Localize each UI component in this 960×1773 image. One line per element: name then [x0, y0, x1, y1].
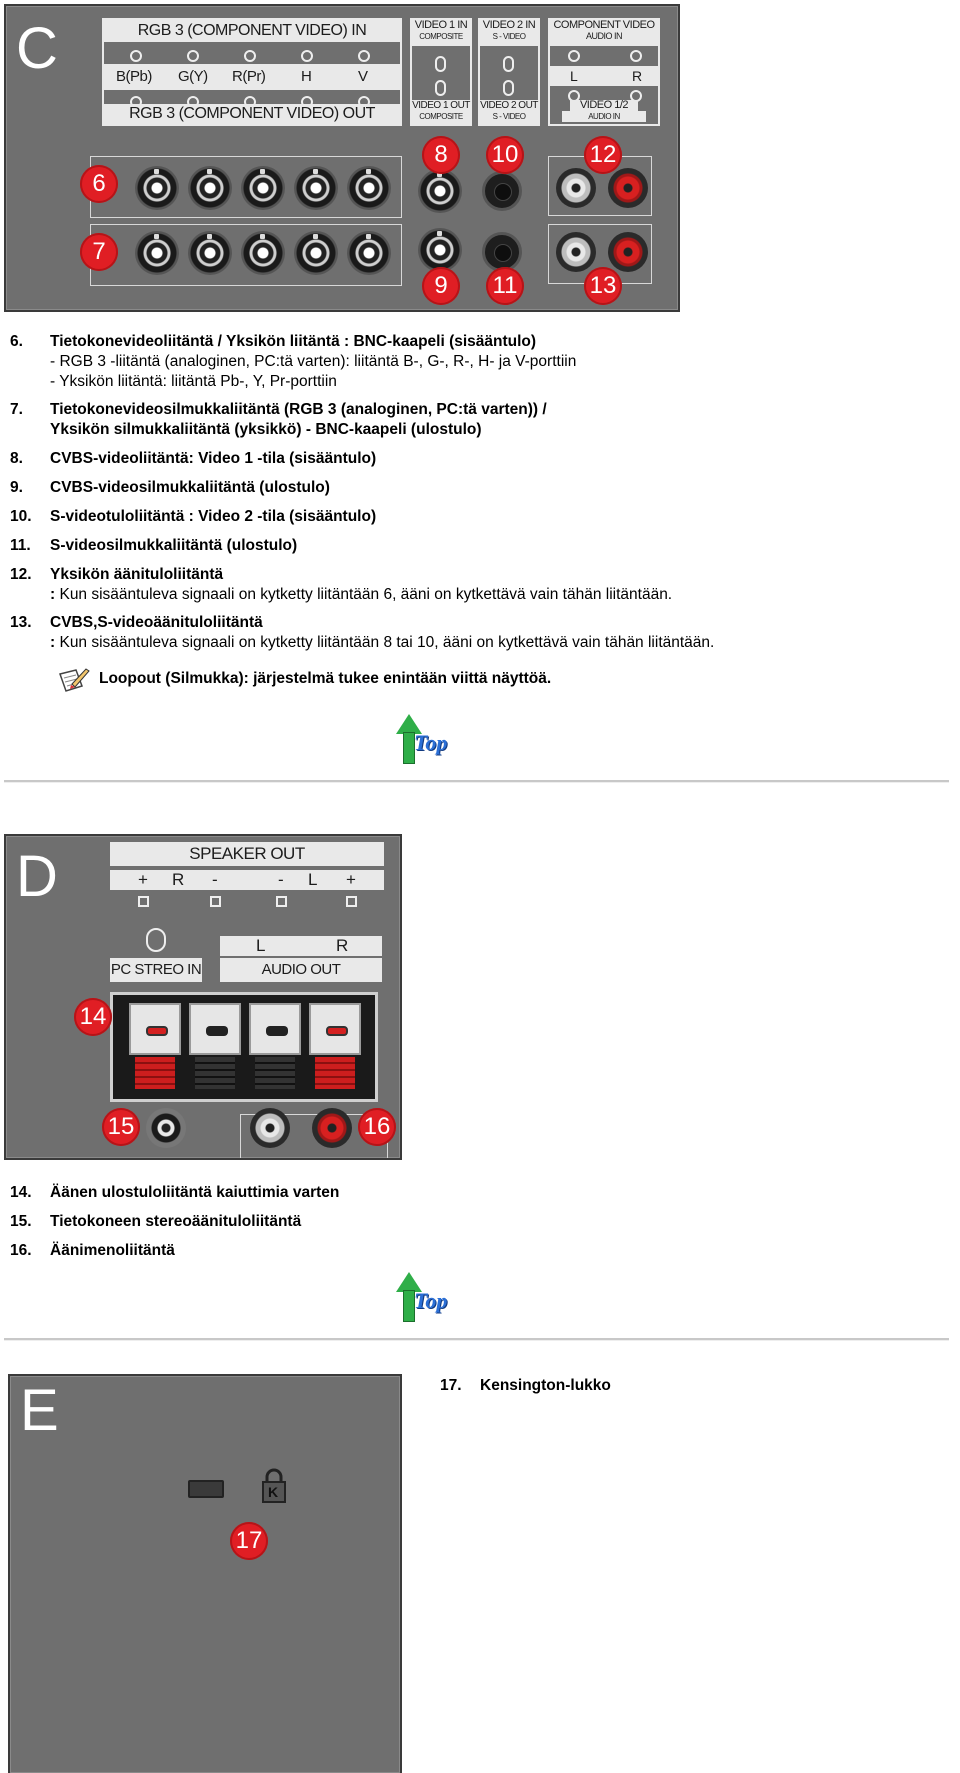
badge-17: 17 — [230, 1522, 268, 1560]
item-number: 13. — [10, 614, 32, 631]
badge-16: 16 — [358, 1108, 396, 1146]
item-title: Tietokoneen stereoäänituloliitäntä — [50, 1213, 302, 1230]
component-audio-text: COMPONENT VIDEO — [553, 19, 655, 31]
video12-audio-in-label — [550, 100, 658, 124]
audio-out-r-connector[interactable] — [312, 1108, 352, 1148]
item-colon: : — [50, 586, 56, 603]
component-audio-in-label — [550, 20, 658, 46]
divider — [4, 1338, 949, 1341]
terminal-slot — [146, 1026, 168, 1036]
badge-15: 15 — [102, 1108, 140, 1146]
bnc-out-r-connector[interactable] — [241, 231, 285, 275]
item-detail: Kun sisääntuleva signaali on kytketty liitäntään 6, ääni on kytkettävä vain tähän liitäntään. — [55, 586, 673, 603]
top-link[interactable] — [396, 1272, 460, 1324]
item-number: 12. — [10, 566, 32, 583]
channel-b: B(Pb) — [116, 68, 152, 85]
item-title: Äänen ulostuloliitäntä kaiuttimia varten — [50, 1184, 340, 1201]
item-detail: Yksikön silmukkaliitäntä (yksikkö) - BNC-kaapeli (ulostulo) — [50, 421, 482, 438]
component-audio-label-block — [548, 18, 660, 126]
badge-12: 12 — [584, 136, 622, 174]
svideo-out-connector[interactable] — [482, 232, 522, 272]
rgb-in-hole — [187, 50, 199, 62]
audio-out-l-connector[interactable] — [250, 1108, 290, 1148]
item-title: CVBS,S-videoäänituloliitäntä — [50, 614, 263, 631]
list-item-6-line2 — [50, 352, 576, 372]
pc-stereo-hole — [146, 928, 166, 952]
item-number: 7. — [10, 401, 23, 418]
terminal-clip — [195, 1057, 235, 1089]
audio-r-label: R — [632, 68, 642, 84]
terminal-clip — [315, 1057, 355, 1089]
rgb3-out-label: RGB 3 (COMPONENT VIDEO) OUT — [104, 104, 400, 124]
top-link[interactable] — [396, 714, 460, 766]
terminal-top — [309, 1003, 361, 1055]
audio-out-l-connector[interactable] — [556, 232, 596, 272]
speaker-terminal-l-minus[interactable] — [249, 1003, 301, 1093]
item-title: S-videotuloliitäntä : Video 2 -tila (sisääntulo) — [50, 508, 377, 525]
video2-out-label — [480, 100, 538, 124]
badge-7: 7 — [80, 233, 118, 271]
terminal-clip — [255, 1057, 295, 1089]
bnc-in-v-connector[interactable] — [347, 166, 391, 210]
badge-8: 8 — [422, 136, 460, 174]
terminal-slot — [206, 1026, 228, 1036]
video1-label-block — [410, 18, 472, 126]
item-title: CVBS-videoliitäntä: Video 1 -tila (sisääntulo) — [50, 450, 377, 467]
rgb-in-hole — [301, 50, 313, 62]
item-colon: : — [50, 634, 56, 651]
bnc-in-r-connector[interactable] — [241, 166, 285, 210]
item-title: S-videosilmukkaliitäntä (ulostulo) — [50, 537, 298, 554]
item-title: Tietokonevideosilmukkaliitäntä (RGB 3 (analoginen, PC:tä varten)) / — [50, 401, 547, 418]
cvbs-out-connector[interactable] — [418, 228, 462, 272]
audio-out-label-block — [220, 936, 384, 984]
panel-d — [4, 834, 402, 1160]
channel-r: R(Pr) — [232, 68, 266, 85]
video2-in-hole — [503, 56, 514, 72]
video2-in-label — [480, 20, 538, 46]
item-title: Kensington-lukko — [480, 1377, 611, 1394]
terminal-slot — [326, 1026, 348, 1036]
list-item-7-line2 — [50, 420, 482, 440]
speaker-sign: R — [172, 870, 184, 889]
video1-out-label — [412, 100, 470, 124]
speaker-terminal-block — [110, 992, 378, 1102]
speaker-terminal-r-minus[interactable] — [189, 1003, 241, 1093]
terminal-top — [129, 1003, 181, 1055]
audio-lr-labels — [550, 66, 658, 86]
audio-in-r-connector[interactable] — [608, 168, 648, 208]
speaker-sign: + — [346, 870, 356, 889]
video2-out-text: VIDEO 2 OUT — [480, 100, 538, 111]
audio-l-hole — [568, 50, 580, 62]
video12-audio-sub: AUDIO IN — [562, 111, 646, 122]
rgb3-in-label: RGB 3 (COMPONENT VIDEO) IN — [104, 20, 400, 42]
item-number: 16. — [10, 1242, 32, 1259]
bnc-out-v-connector[interactable] — [347, 231, 391, 275]
panel-c — [4, 4, 680, 312]
audio-out-lr — [220, 936, 382, 956]
item-number: 17. — [440, 1377, 462, 1394]
speaker-hole — [346, 896, 357, 907]
list-item-12-line2 — [50, 585, 672, 605]
video2-label-block — [478, 18, 540, 126]
item-detail: Kun sisääntuleva signaali on kytketty liitäntään 8 tai 10, ääni on kytkettävä vain tähän liitäntään. — [55, 634, 715, 651]
video2-in-text: VIDEO 2 IN — [482, 19, 536, 31]
item-number: 6. — [10, 333, 23, 350]
pc-stereo-in-connector[interactable] — [146, 1108, 186, 1148]
item-number: 11. — [10, 537, 31, 554]
badge-9: 9 — [422, 267, 460, 305]
divider — [4, 780, 949, 783]
list-item-6-line3 — [50, 372, 337, 392]
top-link-text: Top — [414, 1288, 448, 1313]
list-item-13-line2 — [50, 633, 714, 653]
bnc-in-h-connector[interactable] — [294, 166, 338, 210]
video12-audio-text: VIDEO 1/2 — [570, 100, 638, 111]
speaker-terminal-r-plus[interactable] — [129, 1003, 181, 1093]
video2-out-sub: S - VIDEO — [492, 112, 526, 121]
terminal-clip — [135, 1057, 175, 1089]
speaker-hole — [138, 896, 149, 907]
panel-letter: D — [16, 844, 58, 909]
speaker-out-label: SPEAKER OUT — [110, 842, 384, 866]
speaker-hole — [276, 896, 287, 907]
kensington-slot[interactable] — [188, 1480, 224, 1498]
video1-in-label — [412, 20, 470, 46]
video1-in-text: VIDEO 1 IN — [414, 19, 468, 31]
svideo-in-connector[interactable] — [482, 171, 522, 211]
note-icon — [58, 666, 90, 694]
speaker-sign: + — [138, 870, 148, 889]
item-detail: - RGB 3 -liitäntä (analoginen, PC:tä varten): liitäntä B-, G-, R-, H- ja V-porttiin — [50, 353, 577, 370]
audio-out-r-connector[interactable] — [608, 232, 648, 272]
terminal-top — [189, 1003, 241, 1055]
channel-v: V — [358, 68, 368, 85]
audio-r-hole — [630, 50, 642, 62]
video1-out-sub: COMPOSITE — [419, 112, 463, 121]
video2-out-hole — [503, 80, 514, 96]
bnc-out-h-connector[interactable] — [294, 231, 338, 275]
channel-g: G(Y) — [178, 68, 208, 85]
video1-in-hole — [435, 56, 446, 72]
item-title: Äänimenoliitäntä — [50, 1242, 175, 1259]
badge-11: 11 — [486, 267, 524, 305]
speaker-sign: - — [278, 870, 284, 889]
component-audio-sub: AUDIO IN — [585, 31, 622, 41]
item-title: Tietokonevideoliitäntä / Yksikön liitäntä : BNC-kaapeli (sisääntulo) — [50, 333, 537, 350]
rgb-in-hole — [358, 50, 370, 62]
speaker-out-label-block — [110, 842, 386, 908]
audio-l-label: L — [570, 68, 578, 84]
speaker-sign: L — [308, 870, 317, 889]
item-title: Yksikön äänituloliitäntä — [50, 566, 224, 583]
video1-out-hole — [435, 80, 446, 96]
audio-out-l: L — [256, 936, 265, 955]
terminal-top — [249, 1003, 301, 1055]
terminal-slot — [266, 1026, 288, 1036]
badge-6: 6 — [80, 165, 118, 203]
audio-out-r: R — [336, 936, 348, 955]
lock-icon — [260, 1468, 288, 1504]
panel-letter: E — [20, 1378, 59, 1443]
video1-out-text: VIDEO 1 OUT — [412, 100, 470, 111]
video1-in-sub: COMPOSITE — [419, 32, 463, 41]
item-number: 14. — [10, 1184, 32, 1201]
cvbs-in-connector[interactable] — [418, 169, 462, 213]
item-number: 15. — [10, 1213, 32, 1230]
badge-14: 14 — [74, 998, 112, 1036]
rgb-channel-labels — [104, 64, 400, 90]
rgb-in-hole — [130, 50, 142, 62]
badge-10: 10 — [486, 136, 524, 174]
item-detail: - Yksikön liitäntä: liitäntä Pb-, Y, Pr-porttiin — [50, 373, 337, 390]
item-number: 10. — [10, 508, 32, 525]
pc-stereo-in-label: PC STREO IN — [110, 958, 202, 982]
panel-e — [8, 1374, 402, 1773]
item-title: CVBS-videosilmukkaliitäntä (ulostulo) — [50, 479, 330, 496]
bnc-out-b-connector[interactable] — [135, 231, 179, 275]
item-number: 9. — [10, 479, 23, 496]
badge-13: 13 — [584, 267, 622, 305]
rgb-in-hole — [244, 50, 256, 62]
channel-h: H — [301, 68, 312, 85]
lock-letter: K — [268, 1484, 279, 1500]
item-number: 8. — [10, 450, 23, 467]
bnc-in-g-connector[interactable] — [188, 166, 232, 210]
audio-out-label: AUDIO OUT — [220, 958, 382, 982]
speaker-terminal-l-plus[interactable] — [309, 1003, 361, 1093]
panel-letter: C — [16, 16, 58, 81]
speaker-signs — [110, 870, 384, 890]
bnc-out-g-connector[interactable] — [188, 231, 232, 275]
top-link-text: Top — [414, 730, 448, 755]
video2-in-sub: S - VIDEO — [492, 32, 526, 41]
speaker-sign: - — [212, 870, 218, 889]
audio-in-l-connector[interactable] — [556, 168, 596, 208]
note-text: Loopout (Silmukka): järjestelmä tukee enintään viittä näyttöä. — [99, 670, 552, 687]
speaker-hole — [210, 896, 221, 907]
bnc-in-b-connector[interactable] — [135, 166, 179, 210]
rgb3-label-block — [102, 18, 402, 126]
